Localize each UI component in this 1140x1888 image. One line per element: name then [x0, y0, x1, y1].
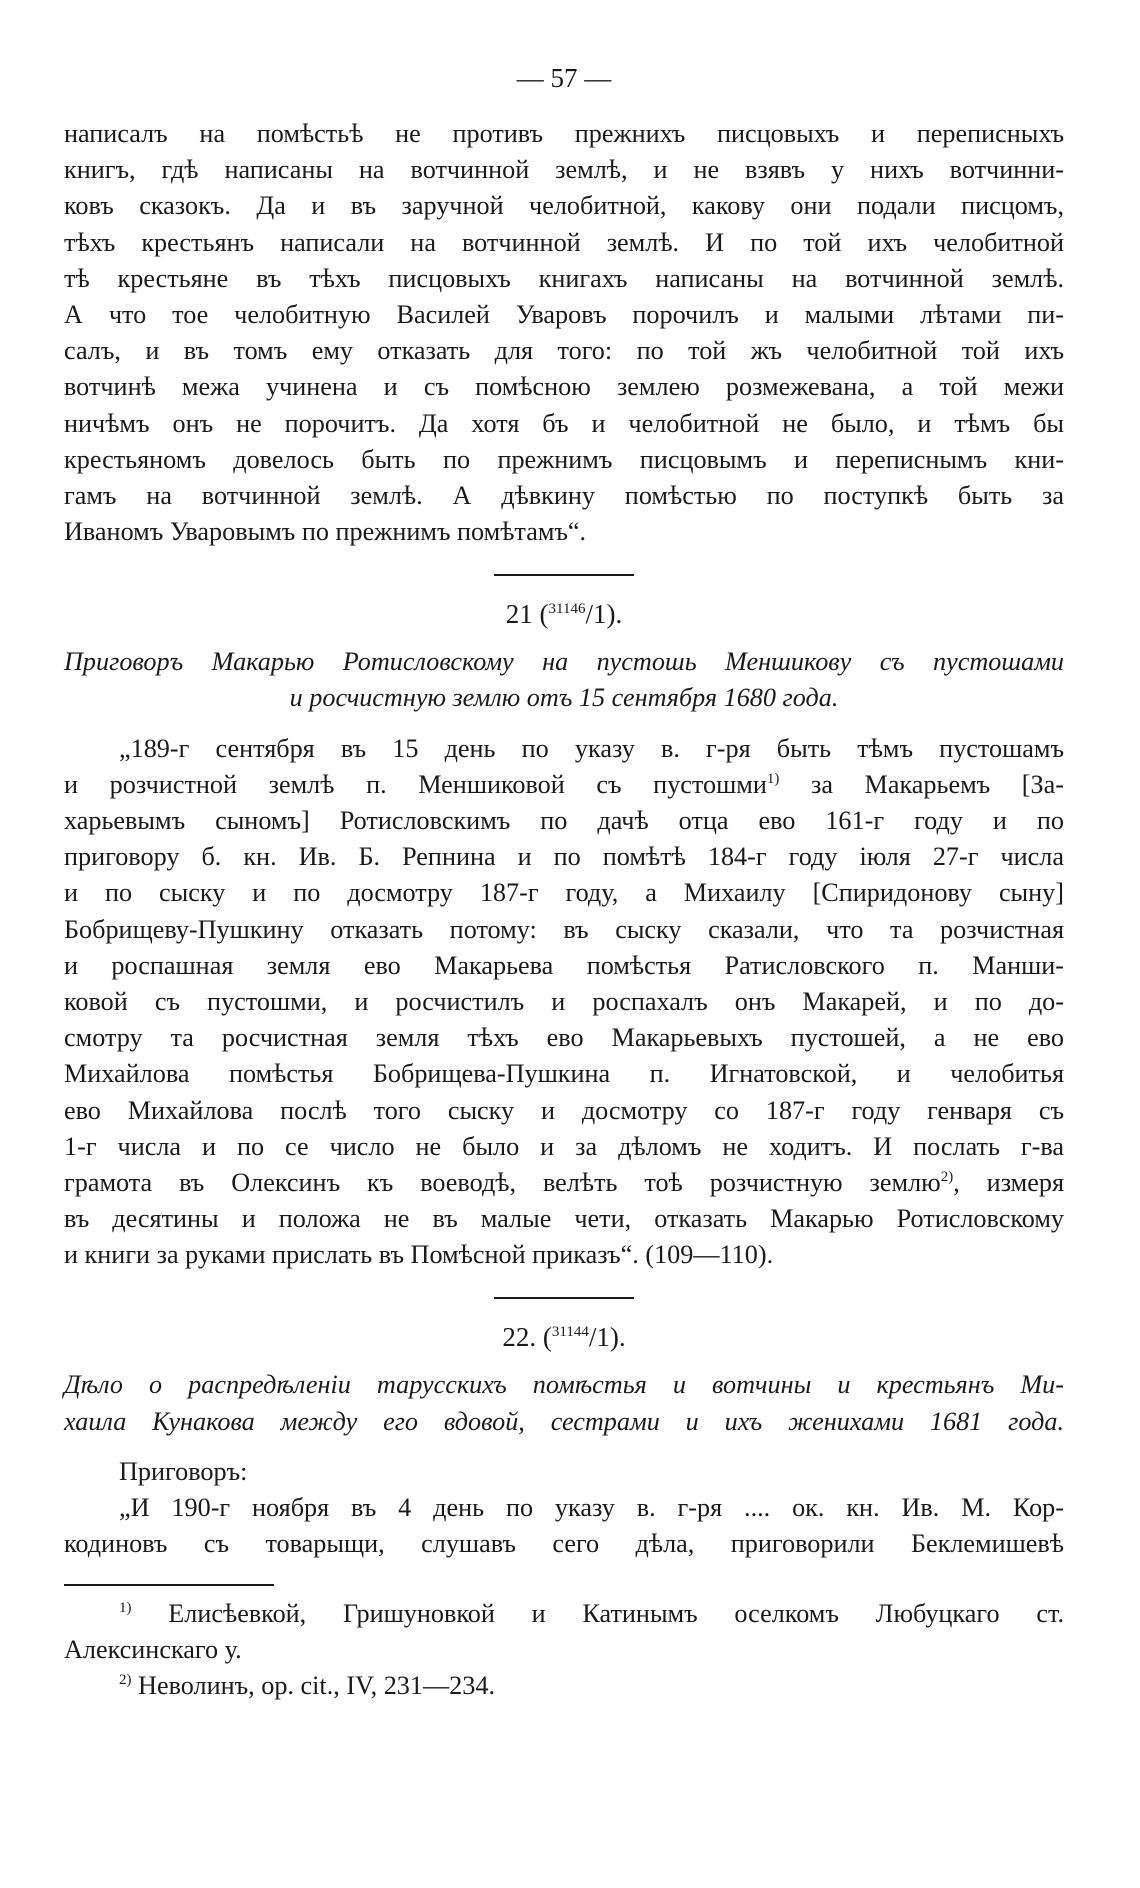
- footnote-2: [64, 1668, 1064, 1704]
- title-line: Дѣло о распредѣленіи тарусскихъ помѣстья и вотчины и крестьянъ Ми-: [64, 1370, 1064, 1400]
- section-number-text: 21 (: [505, 599, 549, 630]
- text-line: гамъ на вотчинной землѣ. А дѣвкину помѣстью по поступкѣ быть за: [64, 480, 1064, 510]
- page-number: — 57 —: [516, 63, 612, 93]
- text-line: тѣхъ крестьянъ написали на вотчинной землѣ. И по той ихъ челобитной: [64, 227, 1064, 257]
- text-line: смотру та росчистная земля тѣхъ ево Макарьевыхъ пустошей, а не ево: [64, 1023, 1064, 1053]
- section-number-tail: /1).: [588, 1322, 626, 1353]
- text-fragment: и розчистной землѣ п. Меншиковой съ пустошми: [64, 769, 767, 799]
- text-line: [64, 1165, 1064, 1201]
- footnote-1-cont: Алексинскаго у.: [64, 1634, 242, 1664]
- text-fragment: за Макарьемъ [За-: [779, 769, 1064, 799]
- section-divider: [494, 1297, 634, 1299]
- text-line: Бобрищеву-Пушкину отказать потому: въ сыску сказали, что та розчистная: [64, 914, 1064, 944]
- text-line: ево Михайлова послѣ того сыску и досмотру со 187-г году генваря съ: [64, 1095, 1064, 1125]
- text-line: Иваномъ Уваровымъ по прежнимъ помѣтамъ“.: [64, 517, 587, 547]
- title-line: и росчистную землю отъ 15 сентября 1680 года.: [289, 683, 839, 713]
- footnote-text: Неволинъ, op. cit., IV, 231—234.: [131, 1670, 495, 1700]
- section-number-text: 22. (: [502, 1322, 552, 1353]
- text-line: написалъ на помѣстьѣ не противъ прежнихъ писцовыхъ и переписныхъ: [64, 119, 1064, 148]
- text-line: тѣ крестьяне въ тѣхъ писцовыхъ книгахъ написаны на вотчинной землѣ.: [64, 263, 1064, 293]
- text-line: и по сыску и по досмотру 187-г году, а Михаилу [Спиридонову сыну]: [64, 878, 1064, 908]
- text-line: „189-г сентября въ 15 день по указу в. г-ря быть тѣмъ пустошамъ: [119, 733, 1064, 763]
- section-divider: [494, 574, 634, 576]
- section-21-title: [64, 644, 1064, 716]
- document-page: [64, 60, 1064, 1704]
- text-line: ковой съ пустошми, и росчистилъ и роспахалъ онъ Макарей, и по до-: [64, 986, 1064, 1016]
- text-line: вотчинѣ межа учинена и съ помѣсною землею розмежевана, а той межи: [64, 372, 1064, 402]
- text-line: и книги за руками прислать въ Помѣсной приказъ“. (109—110).: [64, 1240, 774, 1270]
- text-line: приговору б. кн. Ив. Б. Репнина и по помѣтѣ 184-г году іюля 27-г числа: [64, 842, 1064, 872]
- top-paragraph: [64, 116, 1064, 550]
- section-22-title: [64, 1367, 1064, 1439]
- section-21-body: [64, 731, 1064, 1274]
- section-number-sup: 31146: [548, 601, 586, 618]
- title-line: Приговоръ Макарью Ротисловскому на пустошь Меншикову съ пустошами: [64, 647, 1064, 677]
- text-line: книгъ, гдѣ написаны на вотчинной землѣ, и не взявъ у нихъ вотчинни-: [64, 155, 1064, 185]
- title-line: хаила Кунакова между его вдовой, сестрами и ихъ женихами 1681 года.: [64, 1406, 1064, 1436]
- text-line: ничѣмъ онъ не порочитъ. Да хотя бъ и челобитной не было, и тѣмъ бы: [64, 408, 1064, 438]
- text-line: кодиновъ съ товарыщи, слушавъ сего дѣла, приговорили Беклемишевѣ: [64, 1529, 1064, 1559]
- section-number-sup: 31144: [551, 1324, 589, 1341]
- section-22-number: [64, 1315, 1064, 1359]
- footnote-text: Елисѣевкой, Гришуновкой и Катинымъ оселкомъ Любуцкаго ст.: [131, 1598, 1064, 1628]
- section-22-body: [64, 1454, 1064, 1563]
- text-line: 1-г числа и по се число не было и за дѣломъ не ходитъ. И послать г-ва: [64, 1131, 1064, 1161]
- text-line: А что тое челобитную Василей Уваровъ порочилъ и малыми лѣтами пи-: [64, 299, 1064, 329]
- footnote-divider: [64, 1584, 274, 1586]
- text-line: въ десятины и положа не въ малые чети, отказать Макарью Ротисловскому: [64, 1204, 1064, 1234]
- sub-heading: Приговоръ:: [119, 1456, 248, 1486]
- footnote-ref: 1): [766, 770, 780, 787]
- section-21-number: [64, 592, 1064, 636]
- footnote-mark: 1): [119, 1599, 132, 1616]
- text-line: крестьяномъ довелось быть по прежнимъ писцовымъ и переписнымъ кни-: [64, 444, 1064, 474]
- text-line: [64, 767, 1064, 803]
- text-line: „И 190-г ноября въ 4 день по указу в. г-ря .... ок. кн. Ив. М. Кор-: [119, 1493, 1064, 1522]
- footnote-1: [64, 1596, 1064, 1632]
- section-number-tail: /1).: [585, 599, 623, 630]
- text-line: и роспашная земля ево Макарьева помѣстья Ратисловского п. Манши-: [64, 950, 1064, 980]
- text-line: ковъ сказокъ. Да и въ заручной челобитной, какову они подали писцомъ,: [64, 191, 1064, 221]
- text-line: салъ, и въ томъ ему отказать для того: по той жъ челобитной той ихъ: [64, 336, 1064, 366]
- text-fragment: грамота въ Олексинъ къ воеводѣ, велѣть тоѣ розчистную землю: [64, 1167, 941, 1197]
- text-line: харьевымъ сыномъ] Ротисловскимъ по дачѣ отца ево 161-г году и по: [64, 806, 1064, 835]
- text-line: Михайлова помѣстья Бобрищева-Пушкина п. Игнатовской, и челобитья: [64, 1059, 1064, 1089]
- footnote-mark: 2): [119, 1671, 132, 1688]
- footnote-ref: 2): [940, 1168, 954, 1185]
- footnotes: [64, 1596, 1064, 1704]
- text-fragment: , измеря: [953, 1167, 1064, 1197]
